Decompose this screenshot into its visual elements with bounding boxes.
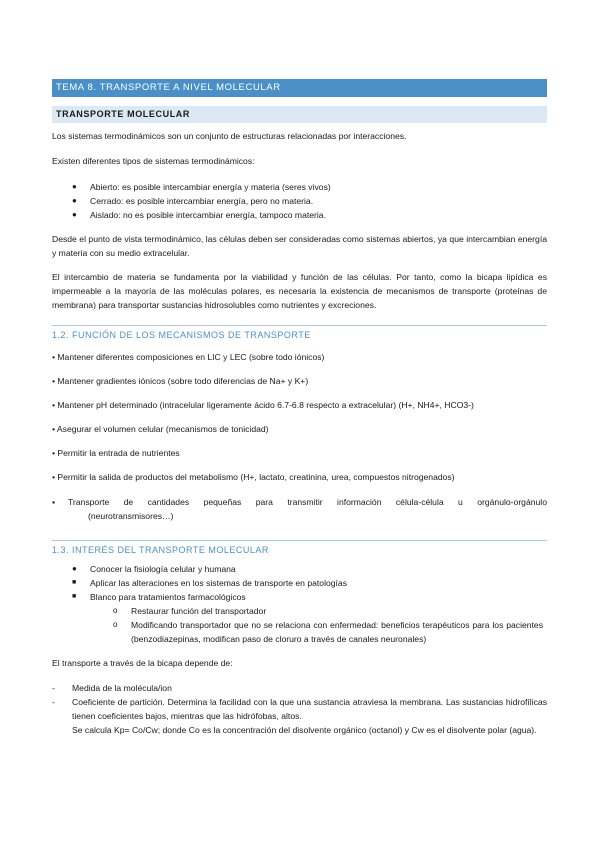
section-heading-interes: 1.3. INTERÉS DEL TRANSPORTE MOLECULAR xyxy=(52,540,547,557)
paragraph-tipos: Existen diferentes tipos de sistemas termodinámicos: xyxy=(52,156,255,166)
list-item: • Asegurar el volumen celular (mecanismos de tonicidad) xyxy=(52,424,269,434)
circle-bullet-icon: o xyxy=(113,620,118,629)
list-item: • Permitir la entrada de nutrientes xyxy=(52,448,180,458)
bullet-icon: ● xyxy=(72,210,77,219)
dash-bullet-icon: - xyxy=(52,683,55,693)
list-item: • Mantener gradientes iónicos (sobre todo diferencias de Na+ y K+) xyxy=(52,376,309,386)
bullet-icon: ● xyxy=(72,182,77,191)
square-bullet-icon: ■ xyxy=(72,579,77,586)
list-item: • Mantener pH determinado (intracelular ligeramente ácido 6.7-6.8 respecto a extracelular) (H+, NH4+, HCO3-) xyxy=(52,400,474,410)
dash-bullet-icon: - xyxy=(52,697,55,707)
bullet-icon: ● xyxy=(72,196,77,205)
list-item: • Permitir la salida de productos del metabolismo (H+, lactato, creatinina, urea, compuestos nitrogenados) xyxy=(52,472,455,482)
paragraph-sistemas: Los sistemas termodinámicos son un conjunto de estructuras relacionadas por interacciones. xyxy=(52,131,407,141)
circle-bullet-icon: o xyxy=(113,606,118,615)
section-heading-funcion: 1.2. FUNCIÓN DE LOS MECANISMOS DE TRANSPORTE xyxy=(52,325,547,342)
document-page: TEMA 8. TRANSPORTE A NIVEL MOLECULAR TRANSPORTE MOLECULAR Los sistemas termodinámicos son un conjunto de estructuras relacionadas por interacciones. Existen diferentes tipos de sistemas termodinámicos: ● Abierto: es posible intercambiar energía y materia (seres vivos) ● Cerrado: es posible intercambiar energía, pero no materia. ● Aislado: no es posible intercambiar energía, tampoco materia. Desde el punto de vista termodinámico, las células deben ser consideradas como sistemas abiertos, ya que intercambian energía y materia con su medio extracelular. El intercambio de materia se fundamenta por la viabilidad y función de las células. Por tanto, como la bicapa lipídica es impermeable a la mayoría de las moléculas polares, es necesaria la existencia de mecanismos de transporte (proteínas de membrana) para transportar sustancias hidrosolubles como nutrientes y excreciones. 1.2. FUNCIÓN DE LOS MECANISMOS DE TRANSPORTE • Mantener diferentes composiciones en LIC y LEC (sobre todo iónicos) • Mantener gradientes iónicos (sobre todo diferencias de Na+ y K+) • Mantener pH determinado (intracelular ligeramente ácido 6.7-6.8 respecto a extracelular) (H+, NH4+, HCO3-) • Asegurar el volumen celular (mecanismos de tonicidad) • Permitir la entrada de nutrientes • Permitir la salida de productos del metabolismo (H+, lactato, creatinina, urea, compuestos nitrogenados) ▪ Transporte de cantidades pequeñas para transmitir información célula-célula u orgánulo-orgánulo (neurotransmisores…) 1.3. INTERÉS DEL TRANSPORTE MOLECULAR ● Conocer la fisiología celular y humana ■ Aplicar las alteraciones en los sistemas de transporte en patologías ■ Blanco para tratamientos farmacológicos o Restaurar función del transportador o Modificando transportador que no se relaciona con enfermedad: beneficios terapéuticos para los pacientes (benzodiazepinas, modifican paso de cloruro a través de canales neuronales) El transporte a través de la bicapa depende de: - Medida de la molécula/ion - Coeficiente de partición. Determina la facilidad con la que una sustancia atraviesa la membrana. Las sustancias hidrofílicas tienen coeficientes bajos, mientras que las hidrófobas, altos. Se calcula Kp= Co/Cw; donde Co es la concentración del disolvente orgánico (octanol) y Cw es el disolvente polar (agua). xyxy=(0,0,599,848)
paragraph-intercambio: El intercambio de materia se fundamenta por la viabilidad y función de las células. Por tanto, como la bicapa lipídica es impermeable a la mayoría de las moléculas polares, es necesaria la existencia de mecanismos de transporte (proteínas de membrana) para transportar sustancias hidrosolubles como nutrientes y excreciones. xyxy=(52,272,547,310)
section-heading-transporte-molecular: TRANSPORTE MOLECULAR xyxy=(52,106,547,123)
bullet-icon: ▪ xyxy=(52,497,56,507)
paragraph-bicapa: El transporte a través de la bicapa depende de: xyxy=(52,658,233,668)
list-item: • Mantener diferentes composiciones en LIC y LEC (sobre todo iónicos) xyxy=(52,352,325,362)
square-bullet-icon: ■ xyxy=(72,593,77,600)
bullet-icon: ● xyxy=(72,564,77,573)
document-title: TEMA 8. TRANSPORTE A NIVEL MOLECULAR xyxy=(52,79,547,97)
paragraph-termodinamico: Desde el punto de vista termodinámico, las células deben ser consideradas como sistemas abiertos, ya que intercambian energía y materia con su medio extracelular. xyxy=(52,234,547,258)
